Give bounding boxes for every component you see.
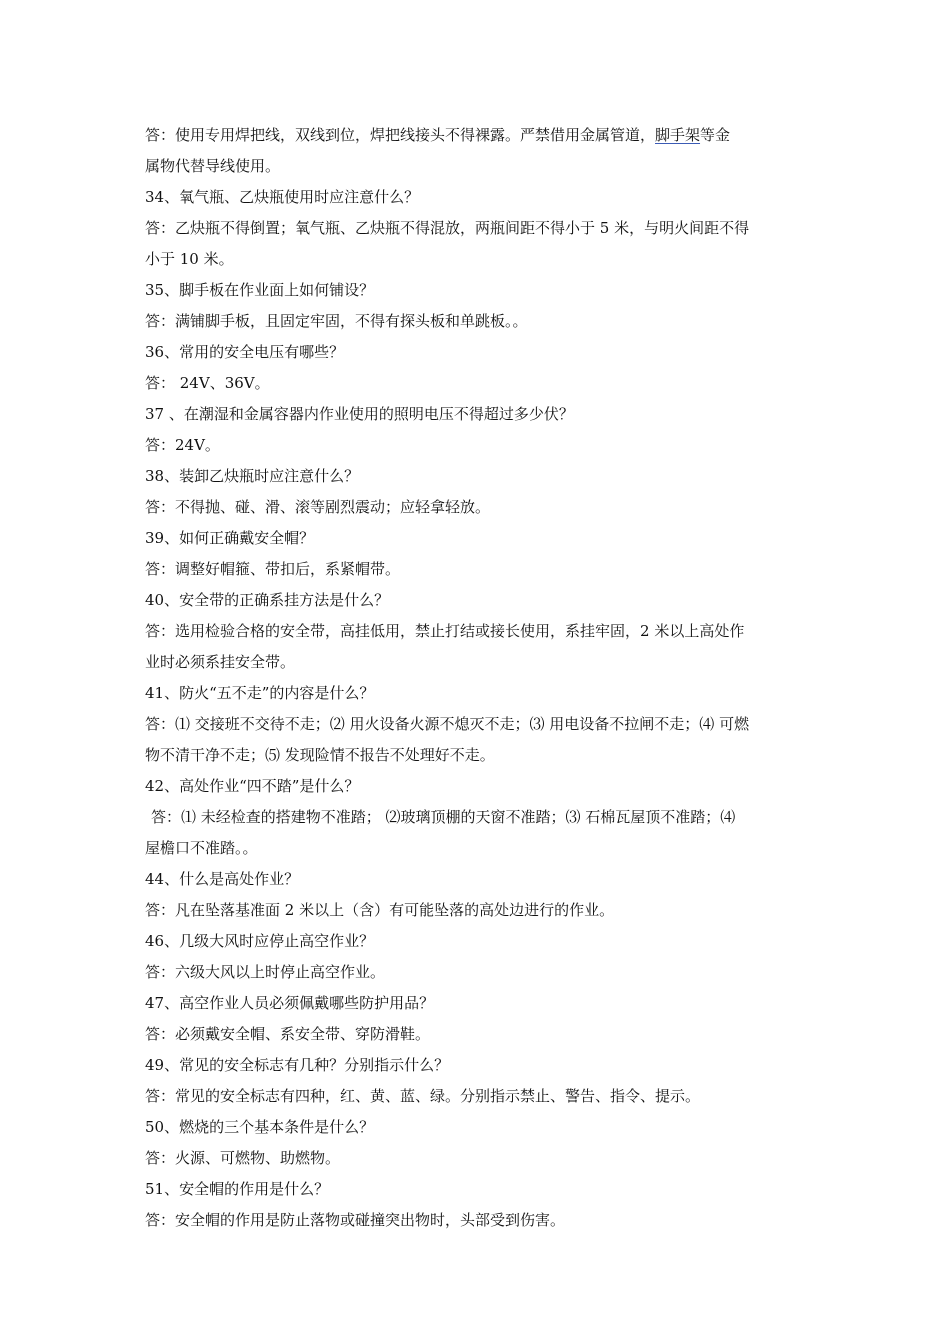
answer-text-tail: 等金 xyxy=(700,126,731,144)
answer-line: 答：六级大风以上时停止高空作业。 xyxy=(145,963,386,981)
question-line: 40、安全带的正确系挂方法是什么？ xyxy=(145,591,390,609)
answer-line: 答：选用检验合格的安全带，高挂低用，禁止打结或接长使用，系挂牢固，2 米以上高处作 xyxy=(145,622,745,640)
answer-line: 答：必须戴安全帽、系安全带、穿防滑鞋。 xyxy=(145,1025,431,1043)
answer-line: 业时必须系挂安全带。 xyxy=(145,653,296,671)
answer-line: 答：24V。 xyxy=(145,436,220,454)
answer-line: 屋檐口不准踏。。 xyxy=(145,839,258,857)
question-line: 47、高空作业人员必须佩戴哪些防护用品？ xyxy=(145,994,435,1012)
answer-line: 答：⑴ 交接班不交待不走；⑵ 用火设备火源不熄灭不走；⑶ 用电设备不拉闸不走；⑷ 可燃 xyxy=(145,715,750,733)
answer-line: 答：凡在坠落基准面 2 米以上（含）有可能坠落的高处边进行的作业。 xyxy=(145,901,615,919)
answer-line: 答：不得抛、碰、滑、滚等剧烈震动；应轻拿轻放。 xyxy=(145,498,491,516)
question-line: 44、什么是高处作业？ xyxy=(145,870,300,888)
question-line: 50、燃烧的三个基本条件是什么？ xyxy=(145,1118,375,1136)
answer-line: 答：调整好帽箍、带扣后，系紧帽带。 xyxy=(145,560,401,578)
answer-line: 物不清干净不走；⑸ 发现险情不报告不处理好不走。 xyxy=(145,746,495,764)
answer-line: 属物代替导线使用。 xyxy=(145,157,281,175)
question-line: 37 、在潮湿和金属容器内作业使用的照明电压不得超过多少伏？ xyxy=(145,405,574,423)
answer-line: 答： 24V、36V。 xyxy=(145,374,270,392)
question-line: 41、防火“五不走”的内容是什么？ xyxy=(145,684,375,702)
question-line: 49、常见的安全标志有几种？分别指示什么？ xyxy=(145,1056,450,1074)
answer-line: 答：乙炔瓶不得倒置；氧气瓶、乙炔瓶不得混放，两瓶间距不得小于 5 米，与明火间距不得 xyxy=(145,219,750,237)
answer-line: 答：火源、可燃物、助燃物。 xyxy=(145,1149,341,1167)
answer-line: 答：⑴ 未经检查的搭建物不准踏； ⑵玻璃顶棚的天窗不准踏；⑶ 石棉瓦屋顶不准踏；⑷ xyxy=(151,808,736,826)
question-line: 39、如何正确戴安全帽？ xyxy=(145,529,315,547)
question-line: 42、高处作业“四不踏”是什么？ xyxy=(145,777,360,795)
answer-line xyxy=(145,120,815,151)
answer-line: 答：安全帽的作用是防止落物或碰撞突出物时，头部受到伤害。 xyxy=(145,1211,566,1229)
question-line: 34、氧气瓶、乙炔瓶使用时应注意什么？ xyxy=(145,188,420,206)
question-line: 46、几级大风时应停止高空作业？ xyxy=(145,932,375,950)
question-line: 51、安全帽的作用是什么？ xyxy=(145,1180,330,1198)
answer-line: 答：满铺脚手板，且固定牢固，不得有探头板和单跳板。。 xyxy=(145,312,528,330)
question-line: 35、脚手板在作业面上如何铺设？ xyxy=(145,281,375,299)
document-body xyxy=(145,120,815,1236)
answer-text: 答：使用专用焊把线，双线到位，焊把线接头不得裸露。严禁借用金属管道， xyxy=(145,126,656,144)
question-line: 38、装卸乙炔瓶时应注意什么？ xyxy=(145,467,360,485)
answer-line: 答：常见的安全标志有四种，红、黄、蓝、绿。分别指示禁止、警告、指令、提示。 xyxy=(145,1087,701,1105)
question-line: 36、常用的安全电压有哪些？ xyxy=(145,343,345,361)
scaffold-link[interactable]: 脚手架 xyxy=(655,126,701,144)
answer-line: 小于 10 米。 xyxy=(145,250,234,268)
